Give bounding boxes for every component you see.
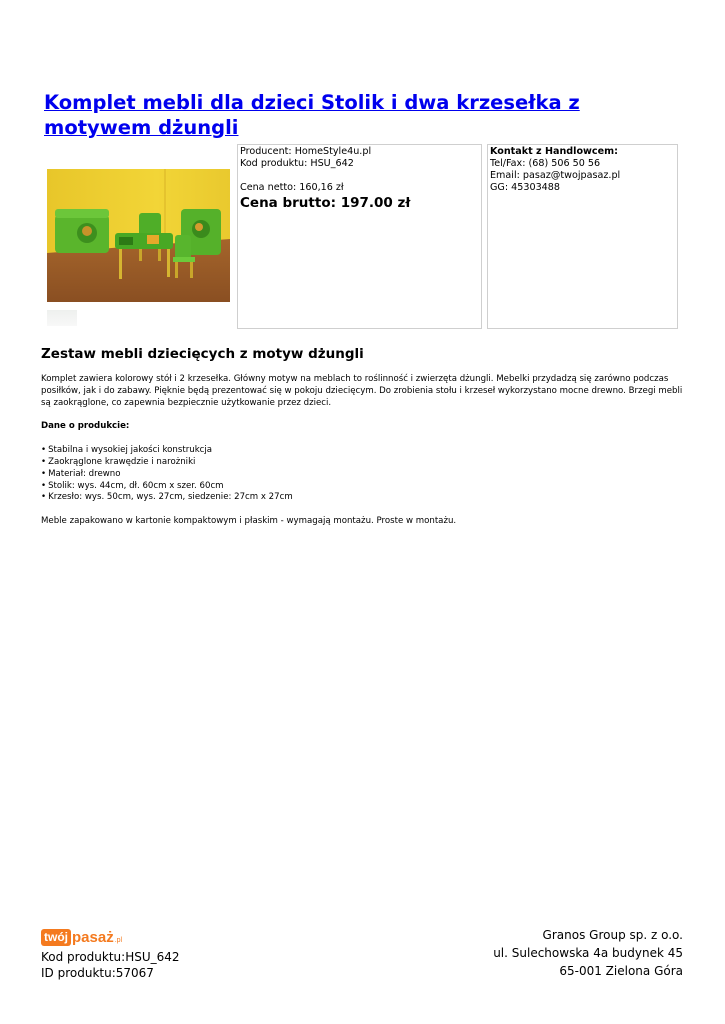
product-description <box>41 345 691 540</box>
net-price-text: Cena netto: 160,16 zł <box>240 182 344 193</box>
footer-product-id: ID produktu:57067 <box>41 966 154 980</box>
details-heading: Dane o produkcie: <box>41 421 130 432</box>
company-name: Granos Group sp. z o.o. <box>542 928 683 942</box>
details-list <box>41 445 691 504</box>
contact-box <box>487 144 678 329</box>
packaging-text: Meble zapakowano w kartonie kompaktowym i płaskim - wymagają montażu. Proste w montażu. <box>41 516 457 527</box>
list-item: • Krzesło: wys. 50cm, wys. 27cm, siedzenie: 27cm x 27cm <box>41 492 691 504</box>
list-item: • Stabilna i wysokiej jakości konstrukcja <box>41 445 691 457</box>
producer-text: Producent: HomeStyle4u.pl <box>240 146 372 157</box>
description-intro: Komplet zawiera kolorowy stół i 2 krzesełka. Główny motyw na meblach to roślinność i zwierzęta dżungli. Mebelki przydadzą się zarówno podczas posiłków, jak i do zabawy. Pięknie będą prezentować się w pokoju dziecięcym. Do zrobienia stołu i krzeseł wykorzystano mocne drewno. Brzegi mebli są zaokrąglone, co zapewnia bezpiecznie użytkowanie przez dzieci. <box>41 374 683 408</box>
contact-heading: Kontakt z Handlowcem: <box>490 146 618 157</box>
list-item: • Stolik: wys. 44cm, dł. 60cm x szer. 60cm <box>41 481 691 493</box>
product-photo <box>47 169 230 302</box>
logo-pasaz: pasaż <box>72 929 114 946</box>
footer-product-code: Kod produktu:HSU_642 <box>41 950 180 964</box>
logo-pl: .pl <box>114 937 123 944</box>
photo-thumbnail <box>47 310 77 326</box>
contact-phone: Tel/Fax: (68) 506 50 56 <box>490 158 601 169</box>
twojpasaz-logo <box>41 924 180 946</box>
company-city: 65-001 Zielona Góra <box>559 964 683 978</box>
list-item: • Materiał: drewno <box>41 469 691 481</box>
list-item: • Zaokrąglone krawędzie i narożniki <box>41 457 691 469</box>
footer-company-address <box>493 926 683 980</box>
description-heading: Zestaw mebli dziecięcych z motyw dżungli <box>41 346 364 362</box>
contact-email: Email: pasaz@twojpasaz.pl <box>490 170 621 181</box>
spacer <box>240 170 479 182</box>
product-title <box>44 90 684 140</box>
product-title-link[interactable]: Komplet mebli dla dzieci Stolik i dwa krzesełka z motywem dżungli <box>44 91 580 139</box>
contact-gg: GG: 45303488 <box>490 182 560 193</box>
company-street: ul. Sulechowska 4a budynek 45 <box>493 946 683 960</box>
product-code-text: Kod produktu: HSU_642 <box>240 158 354 169</box>
price-box <box>237 144 482 329</box>
gross-price-text: Cena brutto: 197.00 zł <box>240 195 411 211</box>
logo-twoj: twój <box>41 929 71 946</box>
footer-product-info <box>41 924 180 981</box>
